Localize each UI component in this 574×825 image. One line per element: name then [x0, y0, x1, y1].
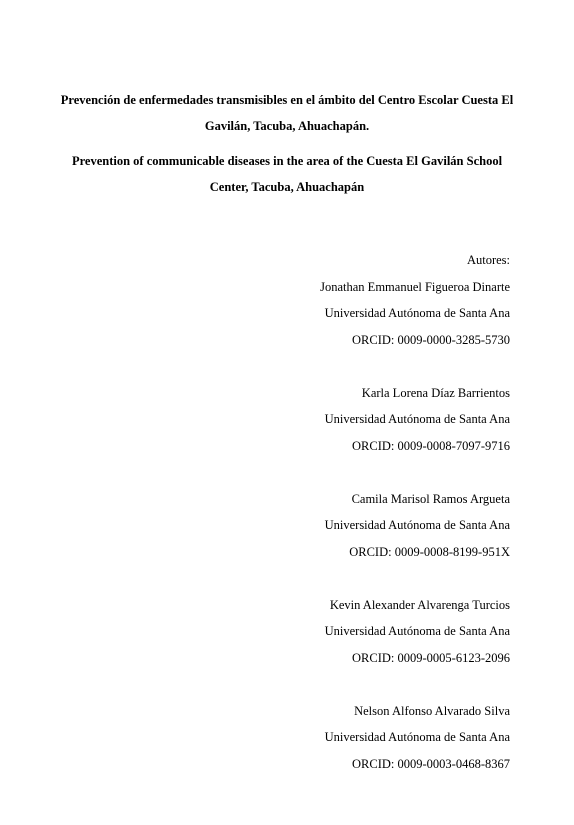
author-affiliation: Universidad Autónoma de Santa Ana [324, 624, 510, 638]
authors-section [210, 247, 510, 777]
author-affiliation: Universidad Autónoma de Santa Ana [324, 412, 510, 426]
author-orcid: ORCID: 0009-0005-6123-2096 [352, 650, 510, 665]
author-entry [210, 698, 510, 778]
authors-heading: Autores: [466, 253, 510, 267]
author-affiliation: Universidad Autónoma de Santa Ana [324, 306, 510, 320]
author-entry [210, 486, 510, 566]
author-name: Karla Lorena Díaz Barrientos [361, 385, 510, 400]
author-orcid: ORCID: 0009-0008-8199-951X [349, 544, 510, 559]
author-orcid: ORCID: 0009-0003-0468-8367 [352, 756, 510, 771]
author-name: Jonathan Emmanuel Figueroa Dinarte [320, 279, 510, 294]
author-name: Camila Marisol Ramos Argueta [351, 491, 510, 506]
author-name: Kevin Alexander Alvarenga Turcios [329, 597, 510, 612]
author-entry [210, 274, 510, 354]
author-orcid: ORCID: 0009-0008-7097-9716 [352, 438, 510, 453]
title-spanish: Prevención de enfermedades transmisibles en el ámbito del Centro Escolar Cuesta El Gavilán, Tacuba, Ahuachapán. [60, 93, 514, 133]
author-affiliation: Universidad Autónoma de Santa Ana [324, 518, 510, 532]
author-entry [210, 380, 510, 460]
author-orcid: ORCID: 0009-0000-3285-5730 [352, 332, 510, 347]
author-affiliation: Universidad Autónoma de Santa Ana [324, 730, 510, 744]
author-entry [210, 592, 510, 672]
title-english: Prevention of communicable diseases in the area of the Cuesta El Gavilán School Center, Tacuba, Ahuachapán [71, 154, 503, 194]
author-name: Nelson Alfonso Alvarado Silva [354, 703, 510, 718]
